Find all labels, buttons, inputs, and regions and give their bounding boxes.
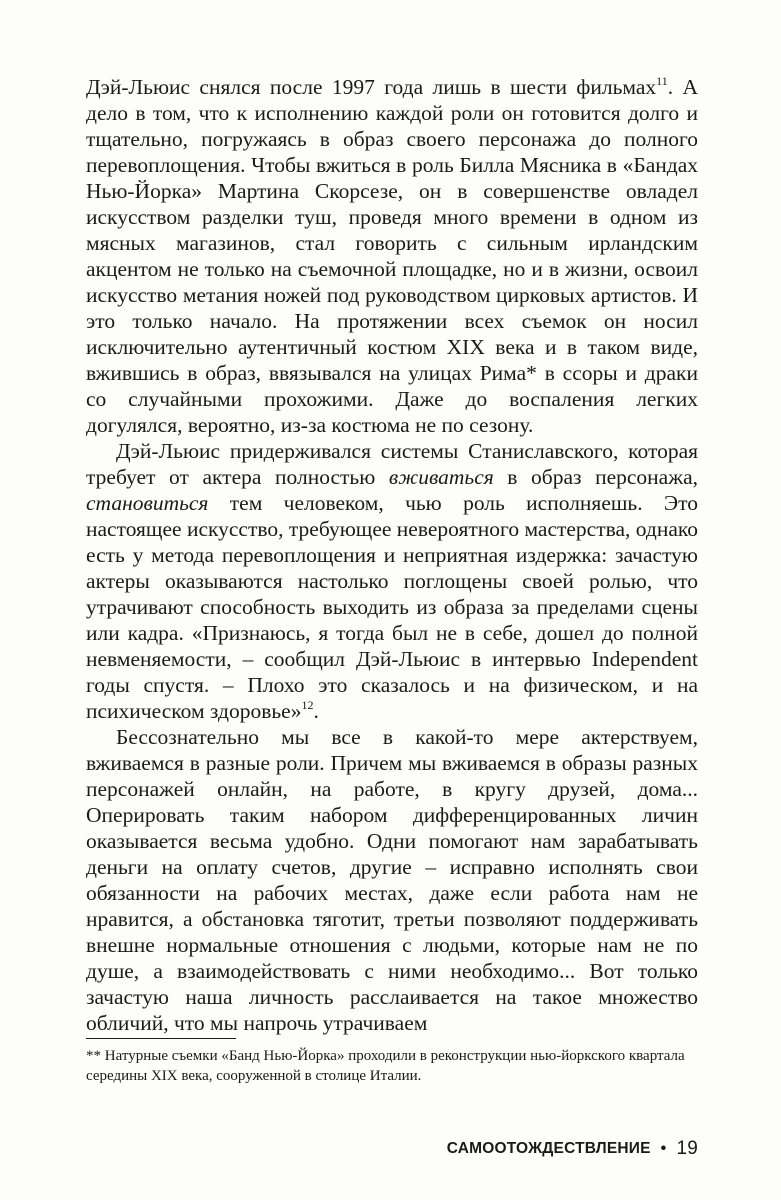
bullet-separator: • <box>660 1140 667 1157</box>
section-title: САМООТОЖДЕСТВЛЕНИЕ <box>446 1140 651 1157</box>
footnote-ref-11: 11 <box>656 74 668 88</box>
italic-term-1: вживаться <box>388 465 494 489</box>
paragraph-2-text-d: . <box>313 699 319 723</box>
paragraph-2-text-c: тем человеком, чью роль исполняешь. Это настоящее искусство, требующее невероятного мастерства, однако есть у метода перевоплощения и неприятная издержка: зачастую актеры оказываются настолько поглощены своей ролью, что утрачивают способность выходить из образа за пределами сцены или кадра. «Признаюсь, я тогда был не в себе, дошел до полной невменяемости, – сообщил Дэй-Льюис в интервью Independent годы спустя. – Плохо это сказалось и на физическом, и на психическом здоровье» <box>86 491 698 723</box>
paragraph-2 <box>86 438 698 724</box>
paragraph-2-text-b: в образ персонажа, <box>493 465 698 489</box>
page-number: 19 <box>676 1138 698 1159</box>
footnote-divider <box>86 1038 236 1039</box>
paragraph-3: Бессознательно мы все в какой-то мере актерствуем, вживаемся в разные роли. Причем мы вживаемся в образы разных персонажей онлайн, на работе, в кругу друзей, дома... Оперировать таким набором дифференцированных личин оказывается весьма удобно. Одни помогают нам зарабатывать деньги на оплату счетов, другие – исправно исполнять свои обязанности на рабочих местах, даже если работа нам не нравится, а обстановка тяготит, третьи позволяют поддерживать внешне нормальные отношения с людьми, которые нам не по душе, а взаимодействовать с ними необходимо... Вот только зачастую наша личность расслаивается на такое множество обличий, что мы напрочь утрачиваем <box>86 725 698 1035</box>
footnote-ref-12: 12 <box>301 698 314 712</box>
footnote: ** Натурные съемки «Банд Нью-Йорка» проходили в реконструкции нью-йоркского квартала середины XIX века, сооруженной в столице Италии. <box>86 1048 685 1084</box>
italic-term-2: становиться <box>86 491 209 515</box>
paragraph-1-text-a: Дэй-Льюис снялся после 1997 года лишь в шести фильмах <box>86 75 657 99</box>
paragraph-1-text-b: . А дело в том, что к исполнению каждой роли он готовится долго и тщательно, погружаясь в образ своего персонажа до полного перевоплощения. Чтобы вжиться в роль Билла Мясника в «Бандах Нью-Йорка» Мартина Скорсезе, он в совершенстве овладел искусством разделки туш, проведя много времени в одном из мясных магазинов, стал говорить с сильным ирландским акцентом не только на съемочной площадке, но и в жизни, освоил искусство метания ножей под руководством цирковых артистов. И это только начало. На протяжении всех съемок он носил исключительно аутентичный костюм XIX века и в таком виде, вжившись в образ, ввязывался на улицах Рима* в ссоры и драки со случайными прохожими. Даже до воспаления легких догулялся, вероятно, из-за костюма не по сезону. <box>86 75 698 437</box>
paragraph-1 <box>86 74 698 438</box>
paragraph-2-text-a: Дэй-Льюис придерживался системы Станиславского, которая требует от актера полностью <box>86 439 698 489</box>
running-footer <box>447 1138 698 1160</box>
main-text <box>86 74 698 1036</box>
